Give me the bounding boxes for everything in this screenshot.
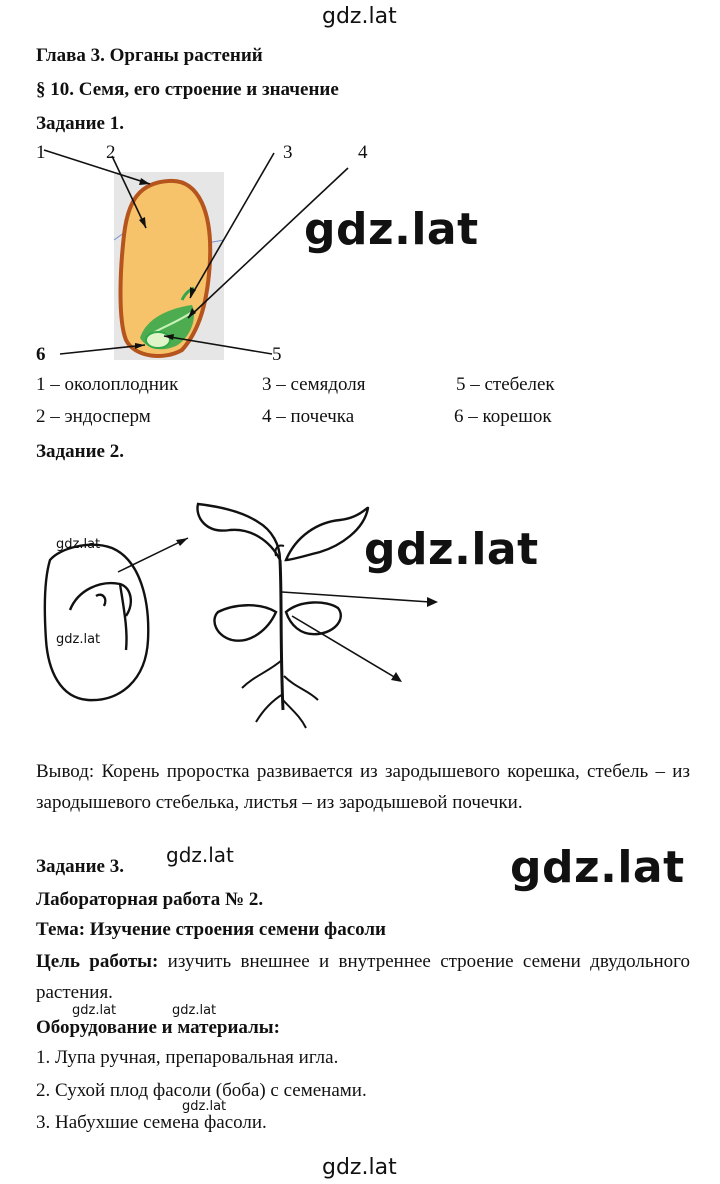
label-1: 1 — [36, 142, 46, 163]
stem-arrow — [282, 592, 430, 602]
watermark-fig2-a: gdz.lat — [56, 537, 101, 552]
equipment-title: Оборудование и материалы: — [36, 1017, 280, 1038]
watermark-task3-small: gdz.lat — [166, 843, 234, 867]
watermark-task3: gdz.lat — [510, 842, 685, 893]
task1-title: Задание 1. — [36, 113, 124, 134]
legend-item-3: 3 – семядоля — [262, 374, 366, 395]
chapter-title: Глава 3. Органы растений — [36, 45, 263, 66]
seedling-roots — [242, 660, 318, 728]
section-title: § 10. Семя, его строение и значение — [36, 79, 339, 100]
watermark-fig2-b: gdz.lat — [56, 632, 101, 647]
left-cotyledon — [214, 605, 276, 640]
lab-goal — [36, 946, 690, 1008]
left-upper-leaf — [197, 504, 280, 560]
label-4: 4 — [358, 142, 368, 163]
lab-topic: Тема: Изучение строения семени фасоли — [36, 919, 386, 940]
watermark-bottom: gdz.lat — [322, 1155, 397, 1180]
label-3: 3 — [283, 142, 293, 163]
cotyledon-arrow — [292, 616, 396, 678]
watermark-equip-b: gdz.lat — [172, 1003, 217, 1018]
legend-item-4: 4 – почечка — [262, 406, 355, 427]
label-5: 5 — [272, 344, 282, 365]
equipment-item-3: 3. Набухшие семена фасоли. — [36, 1112, 267, 1133]
seedling-stem — [280, 560, 283, 710]
task2-conclusion: Вывод: Корень проростка развивается из зародышевого корешка, стебель – из зародышевого стебелька, листья – из зародышевой почечки. — [36, 761, 690, 813]
right-upper-leaf — [286, 508, 368, 560]
watermark-fig1: gdz.lat — [304, 204, 479, 255]
bean-seed-outline — [45, 545, 148, 700]
equipment-item-1: 1. Лупа ручная, препаровальная игла. — [36, 1047, 339, 1068]
watermark-list3: gdz.lat — [182, 1099, 227, 1114]
bean-plumule — [96, 595, 105, 606]
task2-title: Задание 2. — [36, 441, 124, 462]
watermark-top: gdz.lat — [322, 4, 397, 29]
equipment-item-2: 2. Сухой плод фасоли (боба) с семенами. — [36, 1080, 367, 1101]
bean-radicle — [120, 584, 127, 650]
task3-title: Задание 3. — [36, 856, 124, 877]
watermark-fig2: gdz.lat — [364, 524, 539, 575]
watermark-equip-a: gdz.lat — [72, 1003, 117, 1018]
lab-title: Лабораторная работа № 2. — [36, 889, 264, 910]
seed-to-seedling-arrow — [118, 538, 188, 572]
legend-item-5: 5 – стебелек — [456, 374, 555, 395]
legend-item-6: 6 – корешок — [454, 406, 552, 427]
legend-item-1: 1 – околоплодник — [36, 374, 179, 395]
legend-item-2: 2 – эндосперм — [36, 406, 151, 427]
label-2: 2 — [106, 142, 116, 163]
label-6: 6 — [36, 344, 46, 365]
goal-text: изучить внешнее и внутреннее строение семени двудольного растения. — [36, 951, 690, 1003]
goal-label: Цель работы: — [36, 951, 159, 972]
